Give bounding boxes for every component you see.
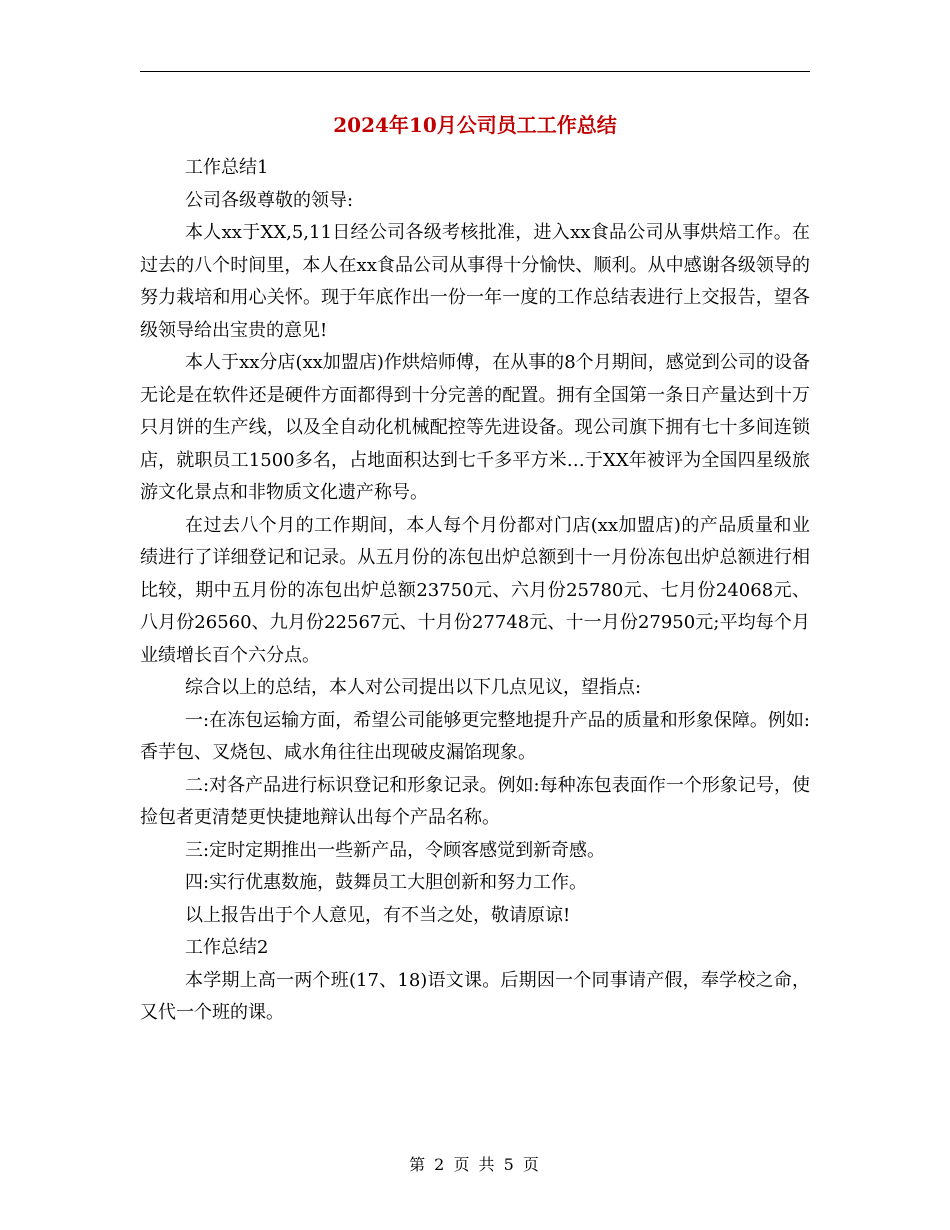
paragraph: 在过去八个月的工作期间，本人每个月份都对门店(xx加盟店)的产品质量和业绩进行了详细登记和记录。从五月份的冻包出炉总额到十一月份冻包出炉总额进行相比较，期中五月份的冻包出炉总额23750元、六月份25780元、七月份24068元、八月份26560、九月份22567元、十月份27748元、十一月份27950元;平均每个月业绩增长百个六分点。 bbox=[140, 514, 810, 666]
paragraph: 综合以上的总结，本人对公司提出以下几点见议，望指点: bbox=[185, 677, 642, 698]
document-title: 2024年10月公司员工工作总结 bbox=[333, 113, 617, 137]
paragraph: 以上报告出于个人意见，有不当之处，敬请原谅! bbox=[185, 904, 571, 926]
header-rule bbox=[140, 71, 810, 72]
page-footer: 第 2 页 共 5 页 bbox=[409, 1155, 541, 1174]
paragraph: 本学期上高一两个班(17、18)语文课。后期因一个同事请产假，奉学校之命，又代一个班的课。 bbox=[140, 969, 810, 1023]
suggestion-item: 三:定时定期推出一些新产品，令顾客感觉到新奇感。 bbox=[185, 839, 606, 861]
suggestion-item: 四:实行优惠数施，鼓舞员工大胆创新和努力工作。 bbox=[185, 872, 588, 893]
paragraph: 本人于xx分店(xx加盟店)作烘焙师傅，在从事的8个月期间，感觉到公司的设备无论是在软件还是硬件方面都得到十分完善的配置。拥有全国第一条日产量达到十万只月饼的生产线，以及全自动化机械配控等先进设备。现公司旗下拥有七十多间连锁店，就职员工1500多名，占地面积达到七千多平方米…于XX年被评为全国四星级旅游文化景点和非物质文化遗产称号。 bbox=[140, 352, 810, 503]
section-heading: 工作总结2 bbox=[185, 937, 269, 958]
suggestion-item: 二:对各产品进行标识登记和形象记录。例如:每种冻包表面作一个形象记号，使捡包者更清楚更快捷地辩认出每个产品名称。 bbox=[140, 774, 810, 828]
salutation: 公司各级尊敬的领导: bbox=[185, 189, 354, 211]
document-body bbox=[140, 152, 810, 1030]
suggestion-item: 一:在冻包运输方面，希望公司能够更完整地提升产品的质量和形象保障。例如:香芋包、叉烧包、咸水角往往出现破皮漏馅现象。 bbox=[140, 709, 810, 763]
paragraph: 本人xx于XX,5,11日经公司各级考核批准，进入xx食品公司从事烘焙工作。在过去的八个时间里，本人在xx食品公司从事得十分愉快、顺利。从中感谢各级领导的努力栽培和用心关怀。现于年底作出一份一年一度的工作总结表进行上交报告，望各级领导给出宝贵的意见! bbox=[140, 222, 810, 341]
section-heading: 工作总结1 bbox=[185, 157, 269, 178]
